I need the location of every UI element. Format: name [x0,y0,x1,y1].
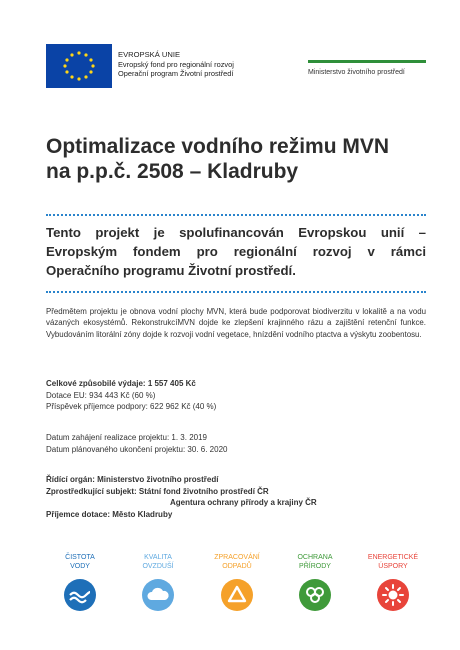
topic-nature-line2: PŘÍRODY [299,563,331,570]
start-date: Datum zahájení realizace projektu: 1. 3. 2019 [46,433,207,442]
tree-icon [299,579,331,611]
recycle-triangle-icon [221,579,253,611]
eu-subsidy: Dotace EU: 934 443 Kč (60 %) [46,390,156,400]
cofinancing-statement: Tento projekt je spolufinancován Evropskou unií – Evropským fondem pro regionální rozvoj v rámci Operačního programu Životní prostředí. [46,225,426,278]
divider-top [46,214,426,216]
ministry-logo [308,60,426,76]
grant-recipient [46,509,426,521]
total-costs: Celkové způsobilé výdaje: 1 557 405 Kč [46,379,196,388]
topic-air [118,553,198,611]
topic-icons [40,553,420,623]
topic-water-line2: VODY [70,563,90,570]
end-date: Datum plánovaného ukončení projektu: 30. 6. 2020 [46,444,228,454]
managing-value: Ministerstvo životního prostředí [97,475,219,484]
sun-icon [377,579,409,611]
project-title [46,134,426,184]
topic-waste-line2: ODPADŮ [222,563,252,570]
recipient-contribution: Příspěvek příjemce podpory: 622 962 Kč (40 %) [46,402,217,412]
topic-nature-line1: OCHRANA [297,554,333,561]
project-title-line1: Optimalizace vodního režimu MVN [46,135,390,158]
eu-programme-text [118,50,234,79]
eu-flag-icon [46,44,112,88]
topic-air-line2: OVZDUŠÍ [142,563,174,570]
recipient-label: Příjemce dotace: [46,509,111,519]
intermediate-body [46,486,426,498]
eu-programme: Operační program Životní prostředí [118,69,234,79]
cloud-icon [142,579,174,611]
managing-authority [46,474,426,486]
header [46,44,426,94]
topic-energy-line2: ÚSPORY [378,563,408,570]
topic-air-line1: KVALITA [144,554,172,561]
divider-bottom [46,291,426,293]
topic-nature-label [275,553,355,573]
intermediate-body-2: Agentura ochrany přírody a krajiny ČR [170,498,317,508]
topic-waste-label [197,553,277,573]
intermediate-value: Státní fond životního prostředí ČR [138,486,269,496]
project-title-line2: na p.p.č. 2508 – Kladruby [46,160,299,183]
ministry-bar [308,60,426,63]
topic-nature [275,553,355,611]
costs-block [46,378,426,413]
topic-energy-line1: ENERGETICKÉ [367,554,419,561]
project-description: Předmětem projektu je obnova vodní plochy MVN, která bude podporovat biodiverzitu v lokalitě a na vodu vázaných ekosystémů. RekonstrukcíMVN dojde ke zlepšení krajinného rázu a zajištění retenční funkce. Vybudováním litorální zóny dojde k rozvoji vodní vegetace, hnízdění vodního ptactva a výskytu zoobentosu. [46,307,426,339]
organizations-block [46,474,426,520]
topic-water [40,553,120,611]
intermediate-label: Zprostředkující subjekt: [46,486,137,496]
topic-air-label [118,553,198,573]
topic-water-label [40,553,120,573]
topic-energy-label [353,553,433,573]
topic-energy [353,553,433,611]
eu-name: EVROPSKÁ UNIE [118,50,181,59]
topic-water-line1: ČISTOTA [65,554,95,561]
topic-waste [197,553,277,611]
dates-block [46,432,426,455]
ministry-name: Ministerstvo životního prostředí [308,69,405,76]
recipient-value: Město Kladruby [112,509,173,519]
topic-waste-line1: ZPRACOVÁNÍ [214,554,260,561]
managing-label: Řídící orgán: [46,475,95,484]
eu-fund: Evropský fond pro regionální rozvoj [118,59,234,69]
water-waves-icon [64,579,96,611]
